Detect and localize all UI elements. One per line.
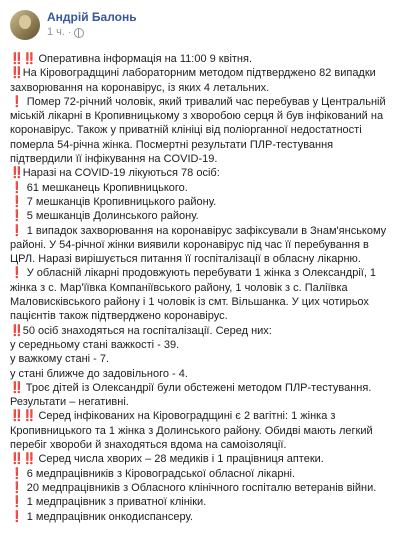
post-line-text: Серед числа хворих – 28 медиків і 1 працівниця аптеки.	[35, 453, 324, 466]
post-line	[10, 166, 396, 180]
post-line-text: Троє дітей із Олександрії були обстежені методом ПЛР-тестування.	[22, 381, 372, 394]
post-header	[10, 10, 396, 44]
post-line	[10, 181, 396, 195]
post-line	[10, 367, 396, 381]
exclamation-icon: ❗	[10, 510, 24, 523]
exclamation-icon: ❗	[10, 95, 24, 108]
exclamation-icon: ❗	[10, 181, 24, 194]
post-line-text: Маловисківського району і 1 чоловік із смт. Вільшанка. У цих чотирьох	[10, 296, 369, 309]
post-line	[10, 281, 396, 295]
post-line	[10, 209, 396, 223]
post-line	[10, 123, 396, 137]
post-line-text: підтвердили її інфікування на COVID-19.	[10, 153, 218, 166]
post-line-text: Серед інфікованих на Кіровоградщині є 2 вагітні: 1 жінка з	[35, 410, 336, 423]
post-line	[10, 510, 396, 524]
exclamation-icon: ❗	[10, 267, 24, 280]
post-line-text: Помер 72-річний чоловік, який тривалий час перебував у Центральній	[23, 95, 386, 108]
post-line-text: На Кіровоградщині лабораторним методом підтверджено 82 випадки	[22, 67, 376, 80]
globe-icon[interactable]	[74, 28, 84, 38]
post-line	[10, 109, 396, 123]
post-line-text: захворювання на коронавірус, із яких 4 летальних.	[10, 81, 270, 94]
post-line-text: 1 випадок захворювання на коронавірус зафіксували в Знам'янському	[23, 224, 387, 237]
post-line	[10, 224, 396, 238]
post-line	[10, 66, 396, 80]
post-line	[10, 295, 396, 309]
post-line-text: ЦРЛ. Наразі вирішується питання її госпіталізації в обласну лікарню.	[10, 253, 361, 266]
post-line-text: У обласній лікарні продовжують перебувати 1 жінка з Олександрії, 1	[23, 267, 377, 280]
exclamation-icon: ❗	[10, 210, 24, 223]
post-line	[10, 338, 396, 352]
exclamation-icon: ❗	[10, 467, 24, 480]
exclamation-icon: ❗	[10, 195, 24, 208]
avatar[interactable]	[10, 10, 40, 40]
double-exclamation-icon: ‼️	[10, 324, 23, 337]
exclamation-icon: ❗	[10, 496, 24, 509]
post-line-text: Оперативна інформація на 11:00 9 квітня.	[35, 53, 253, 65]
post-line	[10, 481, 396, 495]
post-line	[10, 395, 396, 409]
post-time-row	[47, 25, 137, 40]
post-line	[10, 95, 396, 109]
post-line-text: 61 мешканець Кропивницького.	[23, 181, 188, 194]
post-line-text: у середньому стані важкості - 39.	[10, 338, 180, 351]
exclamation-icon: ❗	[10, 224, 24, 237]
post-line	[10, 309, 396, 323]
post-line	[10, 252, 396, 266]
post-line	[10, 424, 396, 438]
post-line	[10, 266, 396, 280]
post-line-text: 1 медпрацівник онкодиспансеру.	[23, 510, 193, 523]
post-line-text: 20 медпрацівників з Обласного клінічного госпіталю ветеранів війни.	[23, 481, 377, 494]
post-line	[10, 495, 396, 509]
double-exclamation-icon: ‼️‼️	[10, 53, 36, 65]
post-line	[10, 381, 396, 395]
post-line	[10, 324, 396, 338]
post-line-text: Наразі на COVID-19 лікуються 78 осіб:	[22, 167, 220, 180]
post-line-text: пацієнтів також підтверджено коронавірус.	[10, 310, 228, 323]
post-line	[10, 81, 396, 95]
post-line-text: перебіг хвороби й знаходяться вдома на самоізоляції.	[10, 439, 287, 452]
post-meta	[47, 10, 137, 40]
post-line	[10, 352, 396, 366]
double-exclamation-icon: ‼️	[10, 67, 23, 80]
post-line-text: коронавірус. Також у приватній клініці від поліорганної недостатності	[10, 124, 362, 137]
double-exclamation-icon: ‼️	[10, 167, 23, 180]
post-line-text: у стані ближче до задовільного - 4.	[10, 367, 188, 380]
exclamation-icon: ❗	[10, 481, 24, 494]
post-text	[10, 52, 396, 524]
post-line	[10, 452, 396, 466]
post-line	[10, 138, 396, 152]
separator-dot: ·	[67, 27, 72, 38]
post-timestamp[interactable]: 1 ч.	[47, 26, 65, 38]
double-exclamation-icon: ‼️‼️	[10, 410, 36, 423]
post-line-text: Кропивницького та 1 жінка з Долинського району. Обидві мають легкий	[10, 424, 373, 437]
post-line-text: 7 мешканців Кропивницького району.	[23, 195, 217, 208]
post-line	[10, 438, 396, 452]
post-line-text: міській лікарні в Кропивницькому з хворобою серця й був інфікований на	[10, 110, 384, 123]
post-line-text: Результати – негативні.	[10, 396, 129, 409]
author-name[interactable]: Андрій Балонь	[47, 10, 137, 24]
post-line	[10, 409, 396, 423]
post-line	[10, 195, 396, 209]
post-line-text: померла 54-річна жінка. Посмертні результати ПЛР-тестування	[10, 138, 334, 151]
post-line	[10, 52, 396, 66]
post-line-text: 1 медпрацівник з приватної клініки.	[23, 496, 207, 509]
post-line-text: 50 осіб знаходяться на госпіталізації. Серед них:	[22, 324, 272, 337]
post-line	[10, 467, 396, 481]
post-line	[10, 238, 396, 252]
post-line-text: районі. У 54-річної жінки виявили коронавірус під час її перебування в	[10, 238, 369, 251]
post-line-text: 5 мешканців Долинського району.	[23, 210, 199, 223]
double-exclamation-icon: ‼️	[10, 381, 23, 394]
post-line	[10, 152, 396, 166]
post-line-text: у важкому стані - 7.	[10, 353, 110, 366]
double-exclamation-icon: ‼️‼️	[10, 453, 36, 466]
post-line-text: 6 медпрацівників з Кіровоградської обласної лікарні.	[23, 467, 296, 480]
post-line-text: жінка з с. Мар'їївка Компаніївського району, 1 чоловік з с. Паліївка	[10, 281, 348, 294]
